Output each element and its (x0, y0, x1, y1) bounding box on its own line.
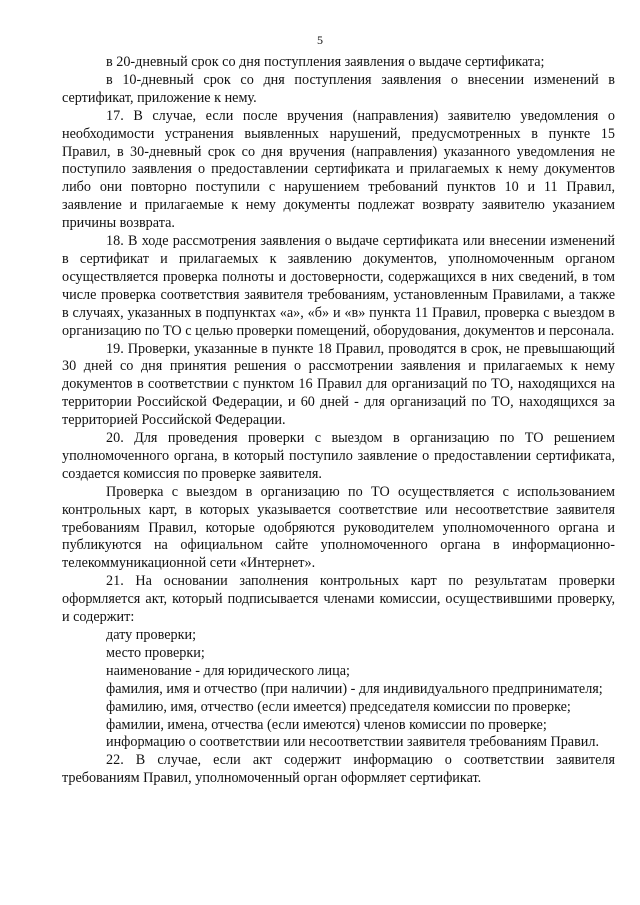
list-item-compliance-info: информацию о соответствии или несоответствии заявителя требованиям Правил. (106, 734, 600, 751)
paragraph-18: 18. В ходе рассмотрения заявления о выдаче сертификата или внесении изменений в сертификат и прилагаемых к заявлению документов, уполномоченным органом осуществляется проверка полноты и достоверности, содержащихся в них сведений, в том числе проверка соответствия заявителя требованиям, установленным Правилами, а также в случаях, указанных в подпунктах «а», «б» и «в» пункта 11 Правил, проверка с выездом в организацию по ТО с целью проверки помещений, оборудования, документов и персонала. (62, 233, 615, 339)
paragraph-17: 17. В случае, если после вручения (направления) заявителю уведомления о необходимости устранения выявленных нарушений, предусмотренных в пункте 15 Правил, в 30-дневный срок со дня вручения (направления) указанного уведомления не поступило заявления о предоставлении сертификата и прилагаемых к нему документов либо они повторно поступили с нарушением требований пунктов 10 и 11 Правил, заявление и прилагаемые к нему документы подлежат возврату заявителю указанием причины возврата. (62, 107, 615, 232)
paragraph-20: 20. Для проведения проверки с выездом в организацию по ТО решением уполномоченного органа, в который поступило заявление о предоставлении сертификата, создается комиссия по проверке заявителя. (62, 430, 615, 482)
paragraph-22: 22. В случае, если акт содержит информацию о соответствии заявителя требованиям Правил, уполномоченный орган оформляет сертификат. (62, 752, 615, 787)
paragraph-20-inspection: Проверка с выездом в организацию по ТО осуществляется с использованием контрольных карт, в которых указывается соответствие или несоответствие заявителя требованиям Правил, которые одобряются руководителем уполномоченного органа и публикуются на официальном сайте уполномоченного органа в информационно-телекоммуникационной сети «Интернет». (62, 483, 615, 572)
paragraph-19: 19. Проверки, указанные в пункте 18 Правил, проводятся в срок, не превышающий 30 дней со дня принятия решения о рассмотрении заявления и прилагаемых к нему документов в соответствии с пунктом 16 Правил для организаций по ТО, находящихся на территории Российской Федерации, и 60 дней - для организаций по ТО, находящихся за территорией Российской Федерации. (62, 340, 615, 429)
list-item-legal-name: наименование - для юридического лица; (106, 662, 350, 679)
paragraph-term-20-days: в 20-дневный срок со дня поступления заявления о выдаче сертификата; (106, 54, 545, 70)
list-item-entrepreneur-name: фамилия, имя и отчество (при наличии) - для индивидуального предпринимателя; (106, 680, 603, 697)
paragraph-21: 21. На основании заполнения контрольных карт по результатам проверки оформляется акт, который подписывается членами комиссии, осуществившими проверку, и содержит: (62, 573, 615, 626)
list-item-members: фамилии, имена, отчества (если имеются) членов комиссии по проверке; (106, 716, 547, 733)
list-item-date: дату проверки; (106, 627, 197, 643)
paragraph-term-10-days: в 10-дневный срок со дня поступления заявления о внесении изменений в сертификат, приложение к нему. (62, 71, 615, 106)
document-body (62, 54, 615, 788)
list-item-place: место проверки; (106, 644, 205, 661)
list-item-chairman: фамилию, имя, отчество (если имеется) председателя комиссии по проверке; (106, 698, 571, 715)
page-number: 5 (317, 33, 323, 47)
